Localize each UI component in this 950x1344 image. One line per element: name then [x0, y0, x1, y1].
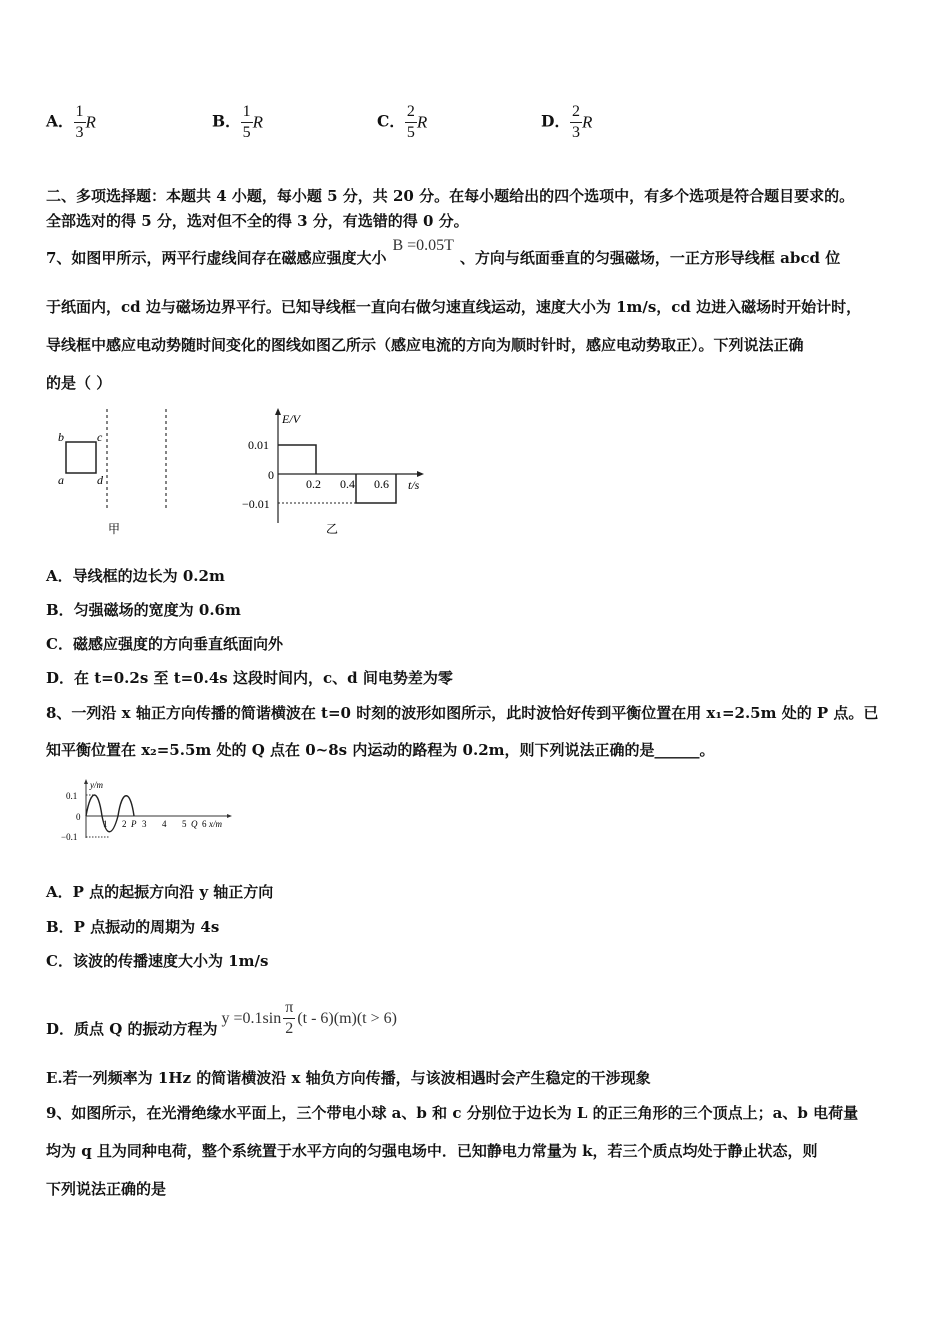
- q6-option-c: C． $\frac{2}{5}$ R: [377, 103, 428, 141]
- q6-option-c-fraction: $\frac{2}{5}$: [406, 103, 415, 141]
- y-tick-neg: −0.01: [242, 497, 270, 511]
- q8-option-d-equation: y =0.1sin $\frac{\pi}{2}$ (t - 6)(m)(t > 6): [221, 999, 397, 1037]
- q7-formula: B =0.05T: [392, 237, 454, 254]
- wave-x-axis-label: x/m: [209, 819, 222, 829]
- q7-stem-line4: 的是（ ）: [46, 374, 112, 392]
- q6-option-d-fraction: $\frac{2}{3}$: [571, 103, 580, 141]
- emf-positive-segment: [278, 445, 316, 474]
- label-b: b: [58, 430, 64, 444]
- q7-option-a: A．导线框的边长为 0.2m: [46, 567, 225, 585]
- wave-x-tick-3: 3: [142, 819, 147, 829]
- wave-x-tick-6: 6: [202, 819, 207, 829]
- caption-jia: 甲: [108, 522, 121, 536]
- wave-y-tick-pos: 0.1: [66, 791, 78, 801]
- q8-option-d: D．质点 Q 的振动方程为 y =0.1sin $\frac{\pi}{2}$ (t - 6)(m)(t > 6): [46, 999, 397, 1038]
- wave-y-tick-zero: 0: [76, 812, 81, 822]
- x-tick-0.2: 0.2: [306, 477, 321, 491]
- wave-curve: [86, 795, 134, 832]
- q8-option-e: E.若一列频率为 1Hz 的简谐横波沿 x 轴负方向传播，与该波相遇时会产生稳定的干涉现象: [46, 1069, 651, 1087]
- q6-option-b: B． $\frac{1}{5}$ R: [212, 103, 263, 141]
- q8-stem-line2: 知平衡位置在 x₂=5.5m 处的 Q 点在 0~8s 内运动的路程为 0.2m，则下列说法正确的是______。: [46, 741, 715, 759]
- q6-option-b-fraction: $\frac{1}{5}$: [242, 103, 251, 141]
- q7-figure-yi: [232, 405, 432, 540]
- wave-y-tick-neg: −0.1: [61, 832, 78, 842]
- wave-point-q: Q: [191, 819, 198, 829]
- x-tick-0.4: 0.4: [340, 477, 355, 491]
- q9-stem-line2: 均为 q 且为同种电荷，整个系统置于水平方向的匀强电场中．已知静电力常量为 k，若三个质点均处于静止状态，则: [46, 1142, 818, 1160]
- q9-stem-line1: 9、如图所示，在光滑绝缘水平面上，三个带电小球 a、b 和 c 分别位于边长为 L 的正三角形的三个顶点上；a、b 电荷量: [46, 1104, 859, 1122]
- q8-stem-line1: 8、一列沿 x 轴正方向传播的简谐横波在 t=0 时刻的波形如图所示，此时波恰好传到平衡位置在用 x₁=2.5m 处的 P 点。已: [46, 704, 879, 722]
- y-axis-label: E/V: [282, 412, 300, 426]
- y-tick-zero: 0: [268, 468, 274, 482]
- label-d: d: [97, 473, 103, 487]
- x-axis-label: t/s: [408, 478, 420, 492]
- q8-option-b: B．P 点振动的周期为 4s: [46, 918, 220, 936]
- y-tick-pos: 0.01: [248, 438, 269, 452]
- q6-option-d: D． $\frac{2}{3}$ R: [541, 103, 593, 141]
- caption-yi: 乙: [326, 522, 339, 536]
- x-tick-0.6: 0.6: [374, 477, 389, 491]
- q7-option-b: B．匀强磁场的宽度为 0.6m: [46, 601, 241, 619]
- section2-line1: 二、多项选择题：本题共 4 小题，每小题 5 分，共 20 分。在每小题给出的四个选项中，有多个选项是符合题目要求的。: [46, 187, 855, 205]
- q8-option-a: A．P 点的起振方向沿 y 轴正方向: [46, 883, 274, 901]
- wave-y-axis-label: y/m: [90, 780, 103, 790]
- wave-x-tick-4: 4: [162, 819, 167, 829]
- wave-x-tick-2: 2: [122, 819, 127, 829]
- q6-option-a: A． $\frac{1}{3}$ R: [46, 103, 96, 141]
- q8-wave-figure: [58, 776, 238, 846]
- wave-x-tick-5: 5: [182, 819, 187, 829]
- q7-option-c: C．磁感应强度的方向垂直纸面向外: [46, 635, 283, 653]
- q7-stem-line3: 导线框中感应电动势随时间变化的图线如图乙所示（感应电流的方向为顺时针时，感应电动势取正）。下列说法正确: [46, 336, 804, 354]
- q7-option-d: D．在 t=0.2s 至 t=0.4s 这段时间内，c、d 间电势差为零: [46, 669, 453, 687]
- q8-option-c: C．该波的传播速度大小为 1m/s: [46, 952, 269, 970]
- label-c: c: [97, 430, 103, 444]
- q7-stem-line1: 7、如图甲所示，两平行虚线间存在磁感应强度大小B =0.05T、方向与纸面垂直的匀强磁场，一正方形导线框 abcd 位: [46, 237, 841, 267]
- q9-stem-line3: 下列说法正确的是: [46, 1180, 167, 1198]
- square-wire-frame: [66, 442, 96, 473]
- q6-option-a-fraction: $\frac{1}{3}$: [75, 103, 84, 141]
- q7-figure-jia: [50, 405, 180, 540]
- wave-point-p: P: [131, 819, 137, 829]
- q7-stem-line2: 于纸面内，cd 边与磁场边界平行。已知导线框一直向右做匀速直线运动，速度大小为 1m/s，cd 边进入磁场时开始计时，: [46, 298, 862, 316]
- wave-x-tick-1: 1: [103, 819, 108, 829]
- section2-line2: 全部选对的得 5 分，选对但不全的得 3 分，有选错的得 0 分。: [46, 212, 469, 230]
- label-a: a: [58, 473, 64, 487]
